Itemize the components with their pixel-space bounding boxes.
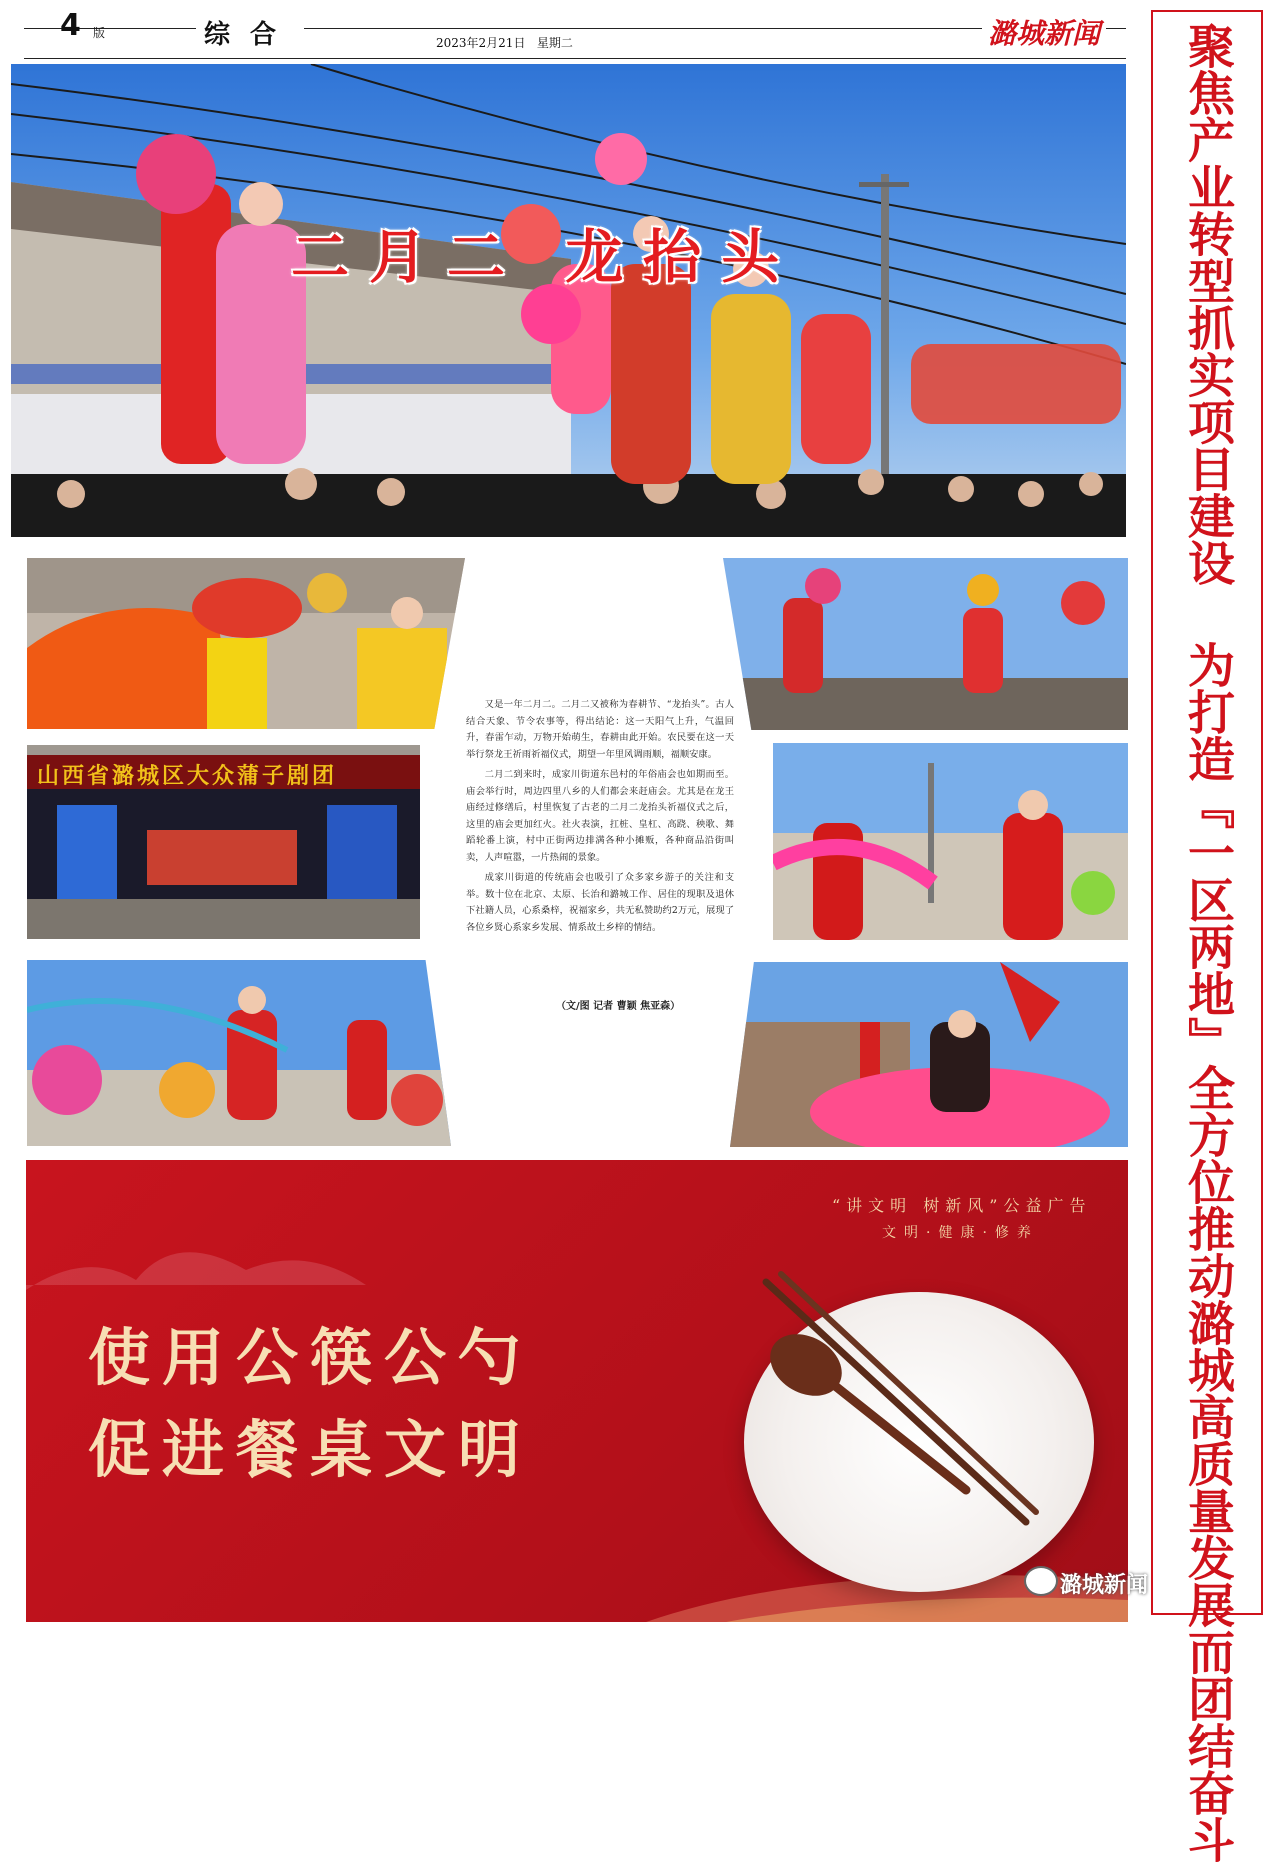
hero-photo [11,64,1126,537]
fan-dance-scene [773,743,1128,940]
article-body [466,697,734,940]
side-headline: 聚焦产业转型抓实项目建设 为打造『一区两地』全方位推动潞城高质量发展而团结奋斗 [1180,22,1235,1863]
photo-opera-stage [27,745,420,939]
masthead-logo: 潞城新闻 [982,12,1106,52]
section-title: 综合 [196,14,304,51]
dateline [430,34,579,51]
ad-tagline: “讲文明 树新风”公益广告 [832,1196,1092,1215]
stage-banner: 山西省潞城区大众蒲子剧团 [37,763,338,789]
lion-dance-scene [27,558,465,729]
watermark: 潞城新闻 [1060,1573,1149,1598]
photo-parade-street [723,558,1128,730]
public-service-ad [26,1160,1128,1622]
ad-subline: 文明·健康·修养 [882,1225,1039,1241]
hero-scene [11,64,1126,537]
side-headline-box [1151,10,1263,1863]
photo-float-performer [730,962,1128,1147]
header-rule-bottom [24,58,1126,59]
date: 2023年2月21日 [436,36,526,50]
ad-headline-line1: 使用公筷公勺 [88,1321,533,1394]
photo-lion-dance [27,558,465,729]
article-paragraph: 又是一年二月二。二月二又被称为春耕节、“龙抬头”。古人结合天象、节令农事等，得出结论：这一天阳气上升，气温回升，春雷乍动，万物开始萌生，春耕由此开始。农民要在这一天举行祭龙王祈雨祈福仪式，期望一年里风调雨顺，福顺安康。 [466,699,734,760]
chopsticks-spoon-icon [26,1160,1128,1622]
header-rule-top [24,28,1126,29]
weekday: 星期二 [536,36,573,50]
page-number: 4 [60,8,81,43]
wechat-icon [1024,1566,1058,1596]
page-unit: 版 [93,26,106,40]
float-scene [730,962,1128,1147]
feature-title: 二月二 龙抬头 [291,223,800,291]
photo-fan-dancers [773,743,1128,940]
ad-headline-line2: 促进餐桌文明 [88,1413,533,1486]
parade-scene [723,558,1128,730]
article-paragraph: 二月二到来时，成家川街道东邑村的年俗庙会也如期而至。庙会举行时，周边四里八乡的人们都会来赶庙会。尤其是在龙王庙经过修缮后，村里恢复了古老的二月二龙抬头祈福仪式之后，这里的庙会更加红火。社火表演，扛桩、皇杠、高跷、秧歌、舞蹈轮番上演，村中正街两边排满各种小摊贩，各种商品沿街叫卖，人声喧嚣，一片热闹的景象。 [466,769,734,863]
article-paragraph: 成家川街道的传统庙会也吸引了众多家乡游子的关注和支举。数十位在北京、太原、长治和潞城工作、居住的现职及退休下社籍人员，心系桑梓，祝福家乡，共无私赞助约2万元，展现了各位乡贤心系家乡发展、情系故土乡梓的情结。 [466,872,734,933]
photo-yangge-dancers [27,960,451,1146]
dancers-scene [27,960,451,1146]
article-byline: （文/图 记者 曹颖 焦亚森） [556,1001,681,1012]
